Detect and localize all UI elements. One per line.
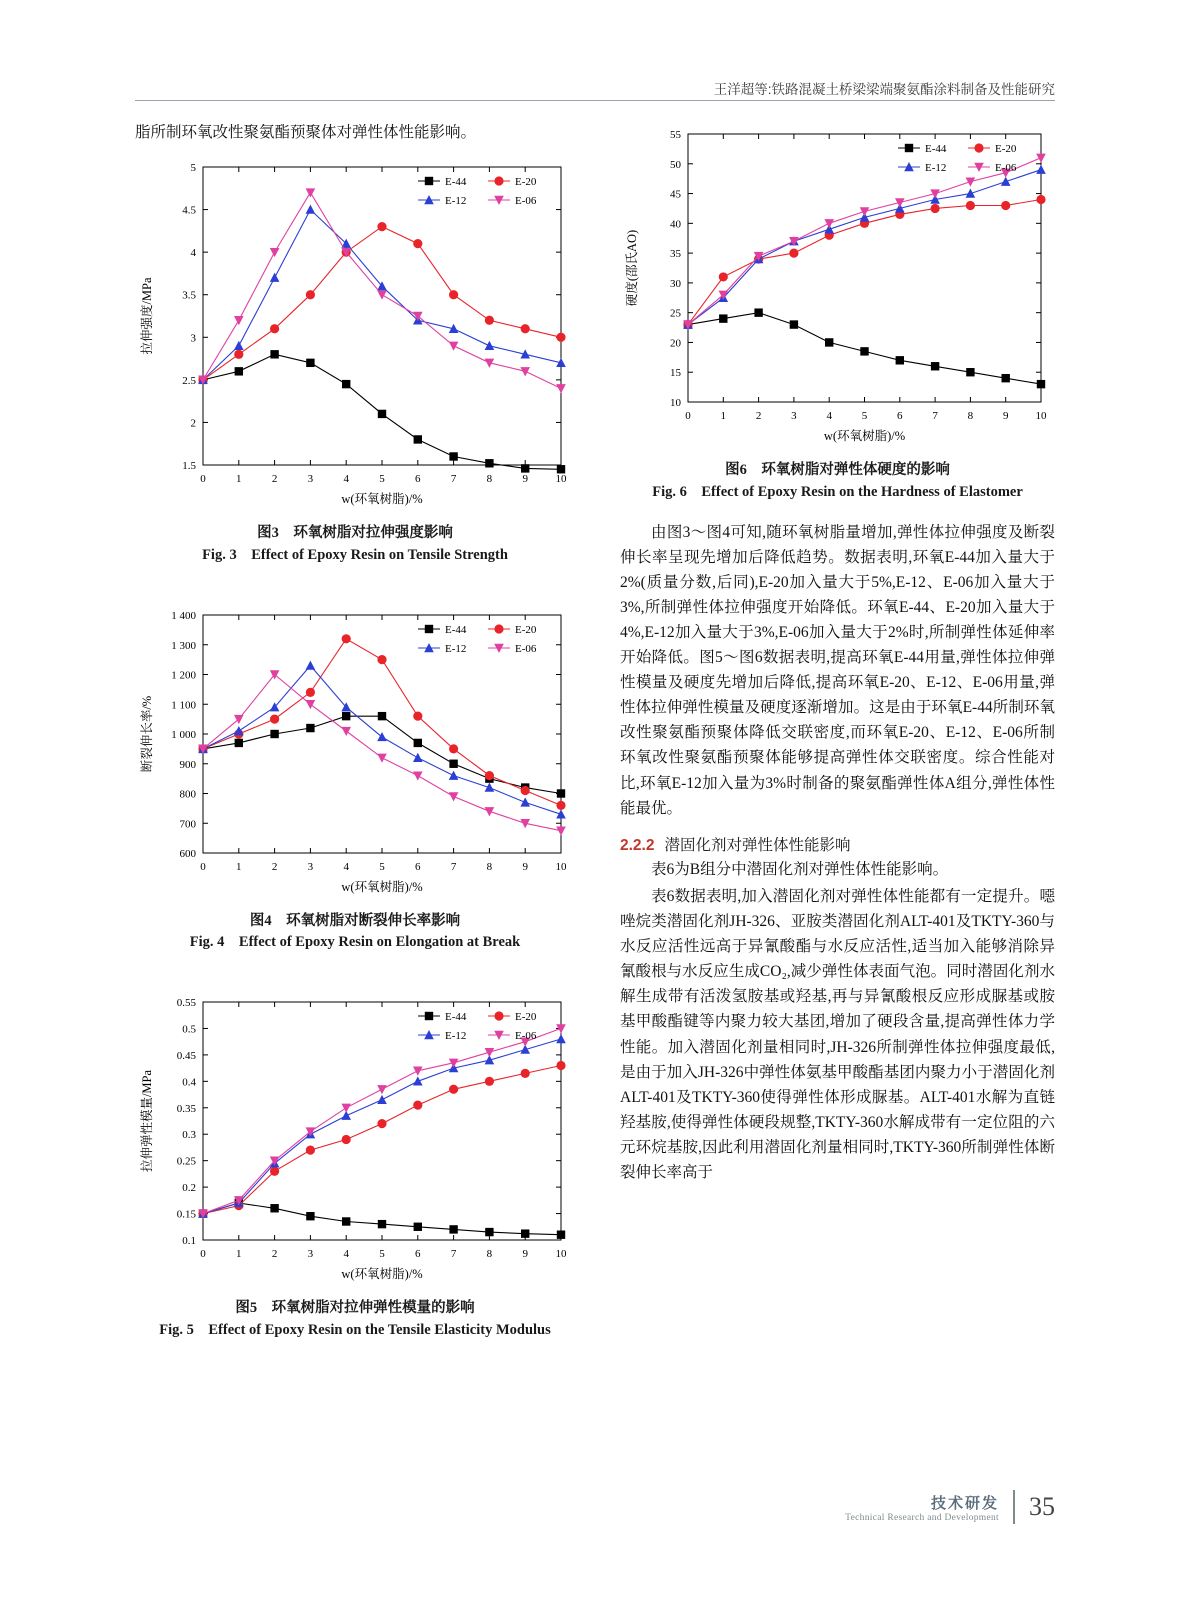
svg-text:10: 10 — [1035, 410, 1047, 422]
figure-5-caption-cn: 图5 环氧树脂对拉伸弹性模量的影响 — [235, 1300, 475, 1317]
svg-text:E-06: E-06 — [515, 195, 537, 208]
svg-text:5: 5 — [861, 410, 868, 422]
figure-3-caption — [135, 523, 575, 567]
svg-text:4: 4 — [190, 247, 196, 260]
svg-text:7: 7 — [450, 860, 457, 873]
svg-text:0.35: 0.35 — [176, 1102, 196, 1115]
svg-text:1: 1 — [236, 860, 242, 873]
svg-text:0.2: 0.2 — [182, 1182, 196, 1195]
running-head: 王洋超等:铁路混凝土桥梁梁端聚氨酯涂料制备及性能研究 — [713, 82, 1055, 97]
left-column — [135, 120, 575, 1342]
svg-text:0: 0 — [200, 1248, 206, 1261]
svg-text:8: 8 — [486, 860, 493, 873]
svg-text:0.4: 0.4 — [182, 1076, 196, 1089]
paragraph-2: 表6为B组分中潜固化剂对弹性体性能影响。 — [651, 860, 949, 878]
svg-text:0.1: 0.1 — [182, 1235, 196, 1248]
svg-text:拉伸弹性模量/MPa: 拉伸弹性模量/MPa — [140, 1070, 154, 1173]
svg-text:1.5: 1.5 — [182, 460, 196, 473]
figure-5-caption — [135, 1298, 575, 1342]
paragraph-1: 由图3～图4可知,随环氧树脂量增加,弹性体拉伸强度及断裂伸长率呈现先增加后降低趋势。数据表明,环氧E-44加入量大于2%(质量分数,后同),E-20加入量大于5%,E-12、E-06加入量大于3%,所制弹性体拉伸强度开始降低。环氧E-44、E-20加入量大于4%,E-12加入量大于3%,E-06加入量大于2%时,所制弹性体延伸率开始降低。图5～图6数据表明,提高环氧E-44用量,弹性体拉伸弹性模量及硬度先增加后降低,提高环氧E-20、E-12、E-06用量,弹性体拉伸弹性模量及硬度逐渐增加。这是由于环氧E-44所制环氧改性聚氨酯预聚体降低交联密度,而环氧E-20、E-12、E-06所制环氧改性聚氨酯预聚体能够提高弹性体交联密度。综合性能对比,环氧E-12加入量为3%时制备的聚氨酯弹性体A组分,弹性体性能最优。 — [620, 523, 1055, 817]
svg-text:E-06: E-06 — [515, 1030, 537, 1043]
svg-text:2: 2 — [190, 417, 196, 430]
svg-text:35: 35 — [670, 248, 681, 261]
svg-text:10: 10 — [555, 473, 567, 486]
svg-text:6: 6 — [897, 410, 903, 422]
svg-text:20: 20 — [670, 337, 681, 350]
svg-text:1: 1 — [236, 1248, 242, 1261]
svg-text:2: 2 — [271, 860, 278, 873]
svg-text:50: 50 — [670, 158, 681, 171]
figure-6-caption-en: Fig. 6 Effect of Epoxy Resin on the Hardness of Elastomer — [652, 483, 1023, 500]
figure-5 — [135, 988, 575, 1342]
svg-text:E-44: E-44 — [925, 143, 947, 155]
svg-text:0: 0 — [200, 860, 206, 873]
paragraph-3: 表6数据表明,加入潜固化剂对弹性体性能都有一定提升。噁唑烷类潜固化剂JH-326、亚胺类潜固化剂ALT-401及TKTY-360与水反应活性远高于异氰酸酯与水反应活性,适当加入能够消除异氰酸根与水反应生成CO₂,减少弹性体表面气泡。同时潜固化剂水解生成带有活泼氢胺基或羟基,再与异氰酸根反应形成脲基或胺基甲酸酯键等内聚力较大基团,增加了硬段含量,提高弹性体力学性能。加入潜固化剂量相同时,JH-326所制弹性体拉伸强度最低,是由于加入JH-326中弹性体氨基甲酸酯基团内聚力小于潜固化剂ALT-401及TKTY-360使得弹性体形成脲基。ALT-401水解为直链羟基胺,使得弹性体硬段规整,TKTY-360水解成带有一定位阻的六元环烷基胺,因此利用潜固化剂量相同时,TKTY-360所制弹性体断裂伸长率高于 — [620, 887, 1055, 1182]
header-divider — [135, 100, 1055, 101]
svg-text:4: 4 — [826, 410, 832, 422]
svg-text:E-06: E-06 — [515, 642, 537, 655]
svg-text:E-20: E-20 — [995, 143, 1017, 155]
svg-text:E-12: E-12 — [445, 642, 467, 655]
svg-text:0.5: 0.5 — [182, 1023, 196, 1036]
svg-text:3: 3 — [190, 332, 196, 345]
svg-text:7: 7 — [932, 410, 938, 422]
svg-text:0: 0 — [685, 410, 691, 422]
lead-paragraph: 脂所制环氧改性聚氨酯预聚体对弹性体性能影响。 — [135, 124, 477, 141]
right-column — [620, 120, 1055, 1185]
svg-text:2: 2 — [271, 473, 278, 486]
svg-text:10: 10 — [555, 1248, 567, 1261]
svg-text:1 300: 1 300 — [171, 639, 196, 652]
svg-text:6: 6 — [415, 473, 421, 486]
svg-text:8: 8 — [486, 473, 493, 486]
footer-label-cn: 技术研发 — [930, 1495, 999, 1512]
figure-3 — [135, 153, 575, 567]
svg-text:2: 2 — [755, 410, 762, 422]
svg-text:4: 4 — [343, 1248, 349, 1261]
figure-4 — [135, 601, 575, 955]
svg-text:E-12: E-12 — [925, 162, 947, 174]
svg-text:6: 6 — [415, 860, 421, 873]
svg-text:2: 2 — [271, 1248, 278, 1261]
footer-divider — [1013, 1490, 1015, 1524]
svg-text:15: 15 — [670, 367, 681, 380]
svg-text:7: 7 — [450, 473, 457, 486]
section-title: 潜固化剂对弹性体性能影响 — [664, 836, 851, 854]
figure-4-caption — [135, 911, 575, 955]
svg-text:3: 3 — [307, 1248, 314, 1261]
svg-text:9: 9 — [1002, 410, 1009, 422]
svg-text:断裂伸长率/%: 断裂伸长率/% — [140, 695, 154, 772]
svg-text:10: 10 — [555, 860, 567, 873]
svg-text:w(环氧树脂)/%: w(环氧树脂)/% — [341, 1267, 423, 1282]
svg-text:E-12: E-12 — [445, 1030, 467, 1043]
chart-fig6 — [620, 120, 1055, 450]
svg-text:w(环氧树脂)/%: w(环氧树脂)/% — [341, 492, 423, 507]
svg-text:0.45: 0.45 — [176, 1049, 196, 1062]
svg-text:1 200: 1 200 — [171, 669, 196, 682]
svg-text:5: 5 — [190, 162, 196, 175]
svg-text:5: 5 — [379, 860, 385, 873]
svg-text:3: 3 — [791, 410, 797, 422]
svg-text:0.15: 0.15 — [176, 1208, 196, 1221]
page-number: 35 — [1029, 1492, 1055, 1521]
figure-6-caption-cn: 图6 环氧树脂对弹性体硬度的影响 — [725, 462, 950, 478]
svg-text:1: 1 — [236, 473, 242, 486]
svg-text:1 400: 1 400 — [171, 609, 196, 622]
svg-text:3: 3 — [307, 473, 314, 486]
svg-text:9: 9 — [522, 860, 528, 873]
svg-text:700: 700 — [179, 817, 196, 830]
svg-text:0.55: 0.55 — [176, 997, 196, 1010]
svg-text:900: 900 — [179, 758, 196, 771]
svg-text:E-44: E-44 — [445, 1011, 467, 1024]
svg-text:拉伸强度/MPa: 拉伸强度/MPa — [140, 277, 154, 355]
svg-text:1: 1 — [720, 410, 727, 422]
figure-4-caption-cn: 图4 环氧树脂对断裂伸长率影响 — [249, 912, 461, 929]
svg-text:600: 600 — [179, 847, 196, 860]
figure-4-caption-en: Fig. 4 Effect of Epoxy Resin on Elongation at Break — [189, 934, 521, 951]
svg-text:w(环氧树脂)/%: w(环氧树脂)/% — [823, 429, 906, 443]
figure-5-caption-en: Fig. 5 Effect of Epoxy Resin on the Tensile Elasticity Modulus — [159, 1321, 551, 1338]
chart-fig3 — [135, 153, 575, 513]
svg-text:7: 7 — [450, 1248, 457, 1261]
svg-text:3.5: 3.5 — [182, 289, 196, 302]
svg-text:0.25: 0.25 — [176, 1155, 196, 1168]
figure-6 — [620, 120, 1055, 504]
svg-text:10: 10 — [670, 397, 681, 409]
figure-3-caption-cn: 图3 环氧树脂对拉伸强度影响 — [257, 525, 453, 542]
svg-text:1 100: 1 100 — [171, 698, 196, 711]
svg-text:4.5: 4.5 — [182, 204, 196, 217]
svg-text:1 000: 1 000 — [171, 728, 196, 741]
svg-text:E-44: E-44 — [445, 623, 467, 636]
page-footer — [620, 1490, 1055, 1524]
svg-text:E-44: E-44 — [445, 176, 467, 189]
svg-text:0: 0 — [200, 473, 206, 486]
figure-3-caption-en: Fig. 3 Effect of Epoxy Resin on Tensile Strength — [202, 546, 508, 563]
svg-text:E-12: E-12 — [445, 195, 467, 208]
svg-text:5: 5 — [379, 473, 385, 486]
svg-text:2.5: 2.5 — [182, 374, 196, 387]
svg-text:E-20: E-20 — [515, 1011, 537, 1024]
svg-text:6: 6 — [415, 1248, 421, 1261]
svg-text:8: 8 — [486, 1248, 493, 1261]
svg-text:40: 40 — [670, 218, 681, 231]
footer-label-en: Technical Research and Development — [845, 1512, 999, 1523]
chart-fig4 — [135, 601, 575, 901]
chart-fig5 — [135, 988, 575, 1288]
svg-text:0.3: 0.3 — [182, 1129, 196, 1142]
section-number: 2.2.2 — [620, 836, 655, 854]
svg-text:3: 3 — [307, 860, 314, 873]
section-heading-2-2-2 — [620, 833, 1055, 855]
svg-text:E-06: E-06 — [995, 162, 1017, 174]
figure-6-caption — [620, 460, 1055, 504]
svg-text:w(环氧树脂)/%: w(环氧树脂)/% — [341, 879, 423, 894]
svg-text:8: 8 — [967, 410, 974, 422]
svg-text:25: 25 — [670, 307, 681, 320]
svg-text:9: 9 — [522, 473, 528, 486]
svg-text:55: 55 — [670, 129, 681, 141]
svg-text:硬度(邵氏AO): 硬度(邵氏AO) — [625, 229, 639, 307]
svg-text:4: 4 — [343, 473, 349, 486]
svg-text:4: 4 — [343, 860, 349, 873]
svg-text:30: 30 — [670, 277, 681, 290]
svg-text:5: 5 — [379, 1248, 385, 1261]
svg-text:E-20: E-20 — [515, 623, 537, 636]
svg-text:800: 800 — [179, 788, 196, 801]
svg-text:E-20: E-20 — [515, 176, 537, 189]
svg-text:45: 45 — [670, 188, 681, 201]
svg-text:9: 9 — [522, 1248, 528, 1261]
